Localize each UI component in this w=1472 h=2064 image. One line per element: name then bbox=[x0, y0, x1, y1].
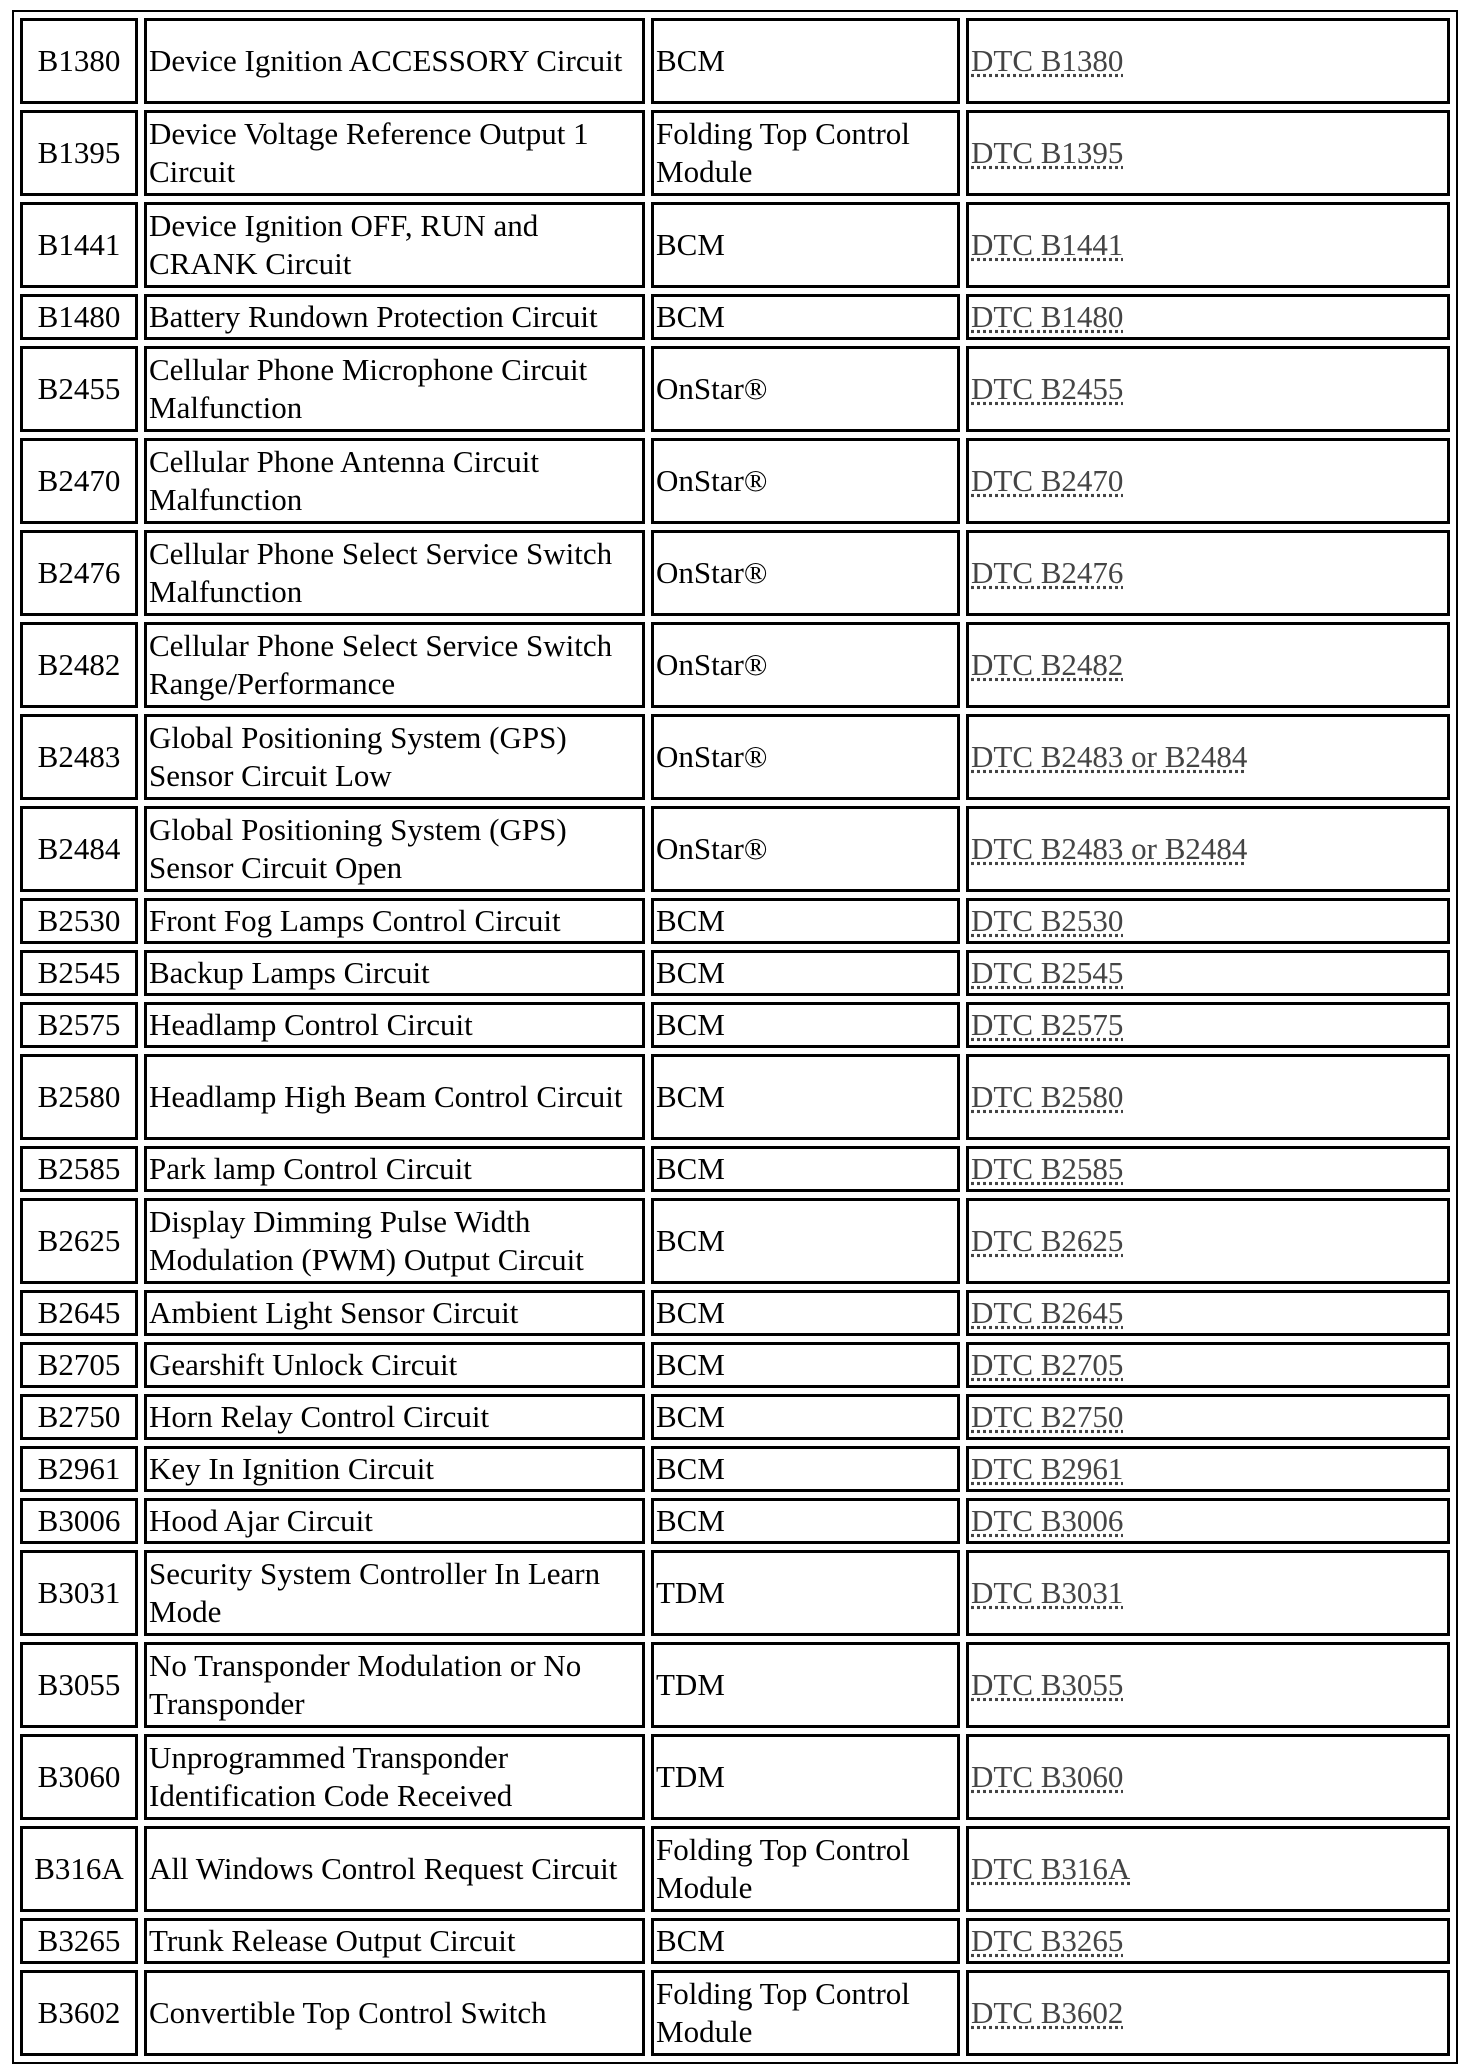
dtc-link[interactable]: DTC B3006 bbox=[971, 1503, 1124, 1538]
dtc-code-cell: B2476 bbox=[20, 530, 138, 616]
dtc-code-cell: B3031 bbox=[20, 1550, 138, 1636]
dtc-code-cell: B2470 bbox=[20, 438, 138, 524]
dtc-description-cell: Gearshift Unlock Circuit bbox=[144, 1342, 645, 1388]
dtc-link-cell bbox=[966, 1446, 1450, 1492]
table-row bbox=[20, 530, 1450, 616]
dtc-code-cell: B2750 bbox=[20, 1394, 138, 1440]
dtc-module-cell: OnStar® bbox=[651, 622, 960, 708]
dtc-module-cell: OnStar® bbox=[651, 806, 960, 892]
table-row bbox=[20, 950, 1450, 996]
dtc-link-cell bbox=[966, 1550, 1450, 1636]
dtc-description-cell: Cellular Phone Select Service Switch Malfunction bbox=[144, 530, 645, 616]
dtc-code-cell: B3055 bbox=[20, 1642, 138, 1728]
dtc-description-cell: Key In Ignition Circuit bbox=[144, 1446, 645, 1492]
dtc-link[interactable]: DTC B1395 bbox=[971, 135, 1124, 170]
dtc-link-cell bbox=[966, 806, 1450, 892]
dtc-code-cell: B2482 bbox=[20, 622, 138, 708]
dtc-link-cell bbox=[966, 530, 1450, 616]
dtc-description-cell: Cellular Phone Microphone Circuit Malfunction bbox=[144, 346, 645, 432]
dtc-link[interactable]: DTC B2455 bbox=[971, 371, 1124, 406]
dtc-link-cell bbox=[966, 1498, 1450, 1544]
dtc-module-cell: BCM bbox=[651, 1198, 960, 1284]
dtc-module-cell: TDM bbox=[651, 1734, 960, 1820]
dtc-description-cell: Unprogrammed Transponder Identification Code Received bbox=[144, 1734, 645, 1820]
dtc-link-cell bbox=[966, 294, 1450, 340]
table-row bbox=[20, 1642, 1450, 1728]
dtc-link-cell bbox=[966, 898, 1450, 944]
dtc-code-cell: B2961 bbox=[20, 1446, 138, 1492]
dtc-link[interactable]: DTC B2476 bbox=[971, 555, 1124, 590]
dtc-description-cell: Front Fog Lamps Control Circuit bbox=[144, 898, 645, 944]
dtc-link-cell bbox=[966, 1002, 1450, 1048]
dtc-description-cell: Device Ignition ACCESSORY Circuit bbox=[144, 18, 645, 104]
dtc-link-cell bbox=[966, 1342, 1450, 1388]
dtc-description-cell: Convertible Top Control Switch bbox=[144, 1970, 645, 2056]
dtc-description-cell: No Transponder Modulation or No Transponder bbox=[144, 1642, 645, 1728]
dtc-description-cell: Headlamp High Beam Control Circuit bbox=[144, 1054, 645, 1140]
dtc-module-cell: BCM bbox=[651, 1002, 960, 1048]
table-row bbox=[20, 1498, 1450, 1544]
dtc-link[interactable]: DTC B3602 bbox=[971, 1995, 1124, 2030]
dtc-code-cell: B2625 bbox=[20, 1198, 138, 1284]
dtc-module-cell: BCM bbox=[651, 202, 960, 288]
table-row bbox=[20, 898, 1450, 944]
dtc-link[interactable]: DTC B2750 bbox=[971, 1399, 1124, 1434]
dtc-code-cell: B2545 bbox=[20, 950, 138, 996]
dtc-link[interactable]: DTC B3031 bbox=[971, 1575, 1124, 1610]
table-row bbox=[20, 1918, 1450, 1964]
dtc-link[interactable]: DTC B3265 bbox=[971, 1923, 1124, 1958]
dtc-code-cell: B3265 bbox=[20, 1918, 138, 1964]
dtc-module-cell: BCM bbox=[651, 1146, 960, 1192]
dtc-module-cell: BCM bbox=[651, 1394, 960, 1440]
dtc-link-cell bbox=[966, 1290, 1450, 1336]
dtc-description-cell: Trunk Release Output Circuit bbox=[144, 1918, 645, 1964]
dtc-link-cell bbox=[966, 950, 1450, 996]
dtc-link[interactable]: DTC B2530 bbox=[971, 903, 1124, 938]
dtc-code-cell: B1380 bbox=[20, 18, 138, 104]
dtc-link-cell bbox=[966, 1146, 1450, 1192]
table-row bbox=[20, 1146, 1450, 1192]
dtc-description-cell: Global Positioning System (GPS) Sensor Circuit Open bbox=[144, 806, 645, 892]
dtc-code-cell: B2580 bbox=[20, 1054, 138, 1140]
dtc-link-cell bbox=[966, 110, 1450, 196]
dtc-code-cell: B2484 bbox=[20, 806, 138, 892]
dtc-link[interactable]: DTC B1441 bbox=[971, 227, 1124, 262]
table-row bbox=[20, 1198, 1450, 1284]
dtc-link[interactable]: DTC B2483 or B2484 bbox=[971, 831, 1248, 866]
dtc-code-cell: B1395 bbox=[20, 110, 138, 196]
dtc-description-cell: Ambient Light Sensor Circuit bbox=[144, 1290, 645, 1336]
table-row bbox=[20, 1290, 1450, 1336]
dtc-link[interactable]: DTC B2545 bbox=[971, 955, 1124, 990]
dtc-code-cell: B2645 bbox=[20, 1290, 138, 1336]
dtc-module-cell: OnStar® bbox=[651, 530, 960, 616]
dtc-link[interactable]: DTC B2645 bbox=[971, 1295, 1124, 1330]
dtc-link[interactable]: DTC B316A bbox=[971, 1851, 1131, 1886]
dtc-link[interactable]: DTC B2470 bbox=[971, 463, 1124, 498]
dtc-link[interactable]: DTC B1380 bbox=[971, 43, 1124, 78]
dtc-module-cell: OnStar® bbox=[651, 438, 960, 524]
dtc-code-cell: B2455 bbox=[20, 346, 138, 432]
dtc-module-cell: Folding Top Control Module bbox=[651, 1970, 960, 2056]
dtc-module-cell: OnStar® bbox=[651, 714, 960, 800]
dtc-link-cell bbox=[966, 1198, 1450, 1284]
dtc-code-cell: B316A bbox=[20, 1826, 138, 1912]
dtc-link-cell bbox=[966, 202, 1450, 288]
table-row bbox=[20, 294, 1450, 340]
dtc-link-cell bbox=[966, 18, 1450, 104]
dtc-code-cell: B3060 bbox=[20, 1734, 138, 1820]
dtc-link[interactable]: DTC B1480 bbox=[971, 299, 1124, 334]
dtc-code-cell: B2585 bbox=[20, 1146, 138, 1192]
table-row bbox=[20, 1002, 1450, 1048]
dtc-module-cell: BCM bbox=[651, 18, 960, 104]
dtc-link[interactable]: DTC B2625 bbox=[971, 1223, 1124, 1258]
table-row bbox=[20, 110, 1450, 196]
dtc-link[interactable]: DTC B2961 bbox=[971, 1451, 1124, 1486]
table-row bbox=[20, 714, 1450, 800]
dtc-description-cell: Backup Lamps Circuit bbox=[144, 950, 645, 996]
dtc-link-cell bbox=[966, 1642, 1450, 1728]
dtc-description-cell: Battery Rundown Protection Circuit bbox=[144, 294, 645, 340]
table-row bbox=[20, 622, 1450, 708]
table-row bbox=[20, 1446, 1450, 1492]
dtc-description-cell: Park lamp Control Circuit bbox=[144, 1146, 645, 1192]
dtc-module-cell: BCM bbox=[651, 1446, 960, 1492]
dtc-code-cell: B3602 bbox=[20, 1970, 138, 2056]
table-row bbox=[20, 1826, 1450, 1912]
dtc-module-cell: BCM bbox=[651, 1498, 960, 1544]
dtc-code-cell: B1441 bbox=[20, 202, 138, 288]
dtc-module-cell: BCM bbox=[651, 294, 960, 340]
dtc-link[interactable]: DTC B2482 bbox=[971, 647, 1124, 682]
dtc-description-cell: Global Positioning System (GPS) Sensor Circuit Low bbox=[144, 714, 645, 800]
dtc-link-cell bbox=[966, 1918, 1450, 1964]
dtc-description-cell: Device Ignition OFF, RUN and CRANK Circuit bbox=[144, 202, 645, 288]
dtc-link-cell bbox=[966, 1394, 1450, 1440]
table-row bbox=[20, 1394, 1450, 1440]
dtc-link-cell bbox=[966, 714, 1450, 800]
dtc-description-cell: Cellular Phone Select Service Switch Range/Performance bbox=[144, 622, 645, 708]
dtc-table bbox=[12, 10, 1458, 2064]
dtc-link-cell bbox=[966, 1054, 1450, 1140]
dtc-code-cell: B2705 bbox=[20, 1342, 138, 1388]
dtc-description-cell: Headlamp Control Circuit bbox=[144, 1002, 645, 1048]
dtc-module-cell: BCM bbox=[651, 1054, 960, 1140]
dtc-link[interactable]: DTC B2580 bbox=[971, 1079, 1124, 1114]
dtc-module-cell: OnStar® bbox=[651, 346, 960, 432]
dtc-link-cell bbox=[966, 1970, 1450, 2056]
table-row bbox=[20, 346, 1450, 432]
dtc-code-cell: B3006 bbox=[20, 1498, 138, 1544]
dtc-module-cell: BCM bbox=[651, 950, 960, 996]
dtc-module-cell: BCM bbox=[651, 1918, 960, 1964]
dtc-description-cell: Display Dimming Pulse Width Modulation (PWM) Output Circuit bbox=[144, 1198, 645, 1284]
dtc-code-cell: B2483 bbox=[20, 714, 138, 800]
dtc-link[interactable]: DTC B2585 bbox=[971, 1151, 1124, 1186]
table-row bbox=[20, 18, 1450, 104]
dtc-description-cell: Horn Relay Control Circuit bbox=[144, 1394, 645, 1440]
dtc-link[interactable]: DTC B3055 bbox=[971, 1667, 1124, 1702]
dtc-description-cell: Security System Controller In Learn Mode bbox=[144, 1550, 645, 1636]
dtc-link[interactable]: DTC B3060 bbox=[971, 1759, 1124, 1794]
dtc-link-cell bbox=[966, 622, 1450, 708]
dtc-description-cell: Cellular Phone Antenna Circuit Malfunction bbox=[144, 438, 645, 524]
dtc-link-cell bbox=[966, 1734, 1450, 1820]
dtc-link[interactable]: DTC B2483 or B2484 bbox=[971, 739, 1248, 774]
dtc-link[interactable]: DTC B2705 bbox=[971, 1347, 1124, 1382]
dtc-link-cell bbox=[966, 438, 1450, 524]
table-row bbox=[20, 1342, 1450, 1388]
dtc-link-cell bbox=[966, 346, 1450, 432]
dtc-module-cell: TDM bbox=[651, 1642, 960, 1728]
dtc-module-cell: Folding Top Control Module bbox=[651, 1826, 960, 1912]
table-row bbox=[20, 806, 1450, 892]
dtc-code-cell: B1480 bbox=[20, 294, 138, 340]
dtc-module-cell: Folding Top Control Module bbox=[651, 110, 960, 196]
dtc-table-body bbox=[20, 18, 1450, 2056]
table-row bbox=[20, 202, 1450, 288]
dtc-code-cell: B2575 bbox=[20, 1002, 138, 1048]
table-row bbox=[20, 1734, 1450, 1820]
dtc-code-cell: B2530 bbox=[20, 898, 138, 944]
table-row bbox=[20, 1970, 1450, 2056]
table-row bbox=[20, 1054, 1450, 1140]
dtc-module-cell: BCM bbox=[651, 898, 960, 944]
dtc-module-cell: TDM bbox=[651, 1550, 960, 1636]
dtc-link-cell bbox=[966, 1826, 1450, 1912]
dtc-module-cell: BCM bbox=[651, 1342, 960, 1388]
dtc-description-cell: All Windows Control Request Circuit bbox=[144, 1826, 645, 1912]
dtc-description-cell: Hood Ajar Circuit bbox=[144, 1498, 645, 1544]
dtc-description-cell: Device Voltage Reference Output 1 Circuit bbox=[144, 110, 645, 196]
table-row bbox=[20, 1550, 1450, 1636]
dtc-module-cell: BCM bbox=[651, 1290, 960, 1336]
table-row bbox=[20, 438, 1450, 524]
dtc-link[interactable]: DTC B2575 bbox=[971, 1007, 1124, 1042]
